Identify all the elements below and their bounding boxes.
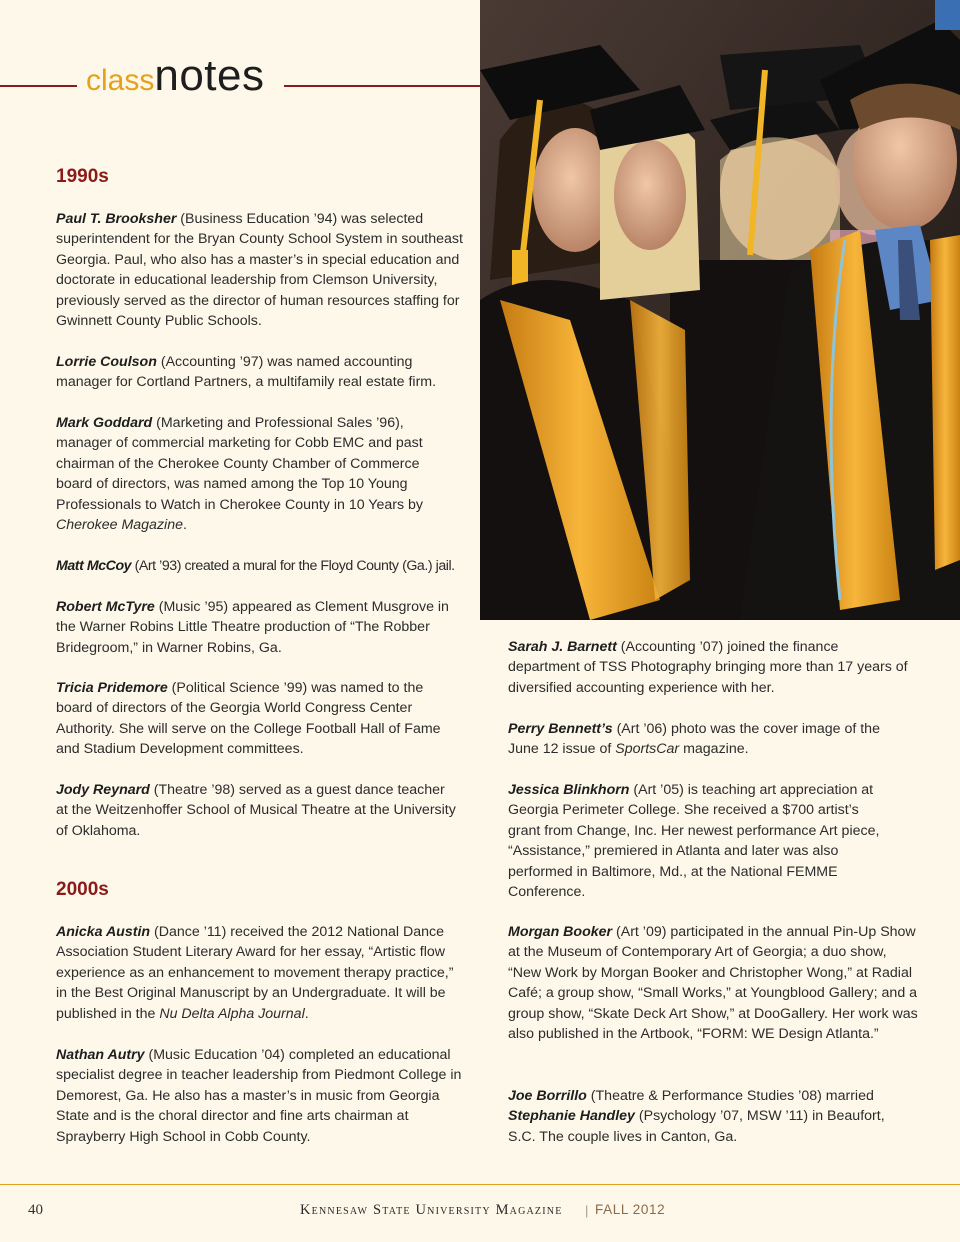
issue-label: FALL 2012 [595,1202,666,1217]
class-note-entry: Anicka Austin (Dance ’11) received the 2012 National Dance Association Student Literary Award for her essay, “Artistic flow experience as an enhancement to movement therapy practice,” in the Best Original Manuscript by an Undergraduate. It will be published in the Nu Delta Alpha Journal. [56,924,454,1022]
masthead-class: class [86,64,155,97]
alumni-name: Robert McTyre [56,599,155,615]
class-note-entry: Jessica Blinkhorn (Art ’05) is teaching art appreciation at Georgia Perimeter College. She received a $700 artist’s grant from Change, Inc. Her newest performance Art piece, “Assistance,” premiered in Atlanta and later was also performed in Baltimore, Md., at the National FEMME Conference. [508,782,880,901]
alumni-name: Tricia Pridemore [56,680,168,696]
class-note-entry: Matt McCoy (Art ’93) created a mural for the Floyd County (Ga.) jail. [56,558,455,574]
class-note-entry: Perry Bennett’s (Art ’06) photo was the cover image of the June 12 issue of SportsCar magazine. [508,721,880,758]
alumni-name: Morgan Booker [508,924,613,940]
footer-separator: | [585,1203,589,1218]
magazine-name: Kennesaw State University Magazine [300,1202,563,1218]
alumni-name: Matt McCoy [56,558,132,574]
section-heading-1990s: 1990s [56,166,109,187]
publication-title: Nu Delta Alpha Journal [159,1005,305,1022]
class-note-entry: Joe Borrillo (Theatre & Performance Studies ’08) married Stephanie Handley (Psychology ’07, MSW ’11) in Beaufort, S.C. The couple lives in Canton, Ga. [508,1088,885,1145]
masthead-rule-left [0,85,77,87]
alumni-name: Perry Bennett’s [508,721,613,737]
class-note-entry: Robert McTyre (Music ’95) appeared as Clement Musgrove in the Warner Robins Little Theatre production of “The Robber Bridegroom,” in Warner Robins, Ga. [56,599,449,656]
section-heading-2000s: 2000s [56,879,109,900]
alumni-name: Jody Reynard [56,782,150,798]
class-note-entry: Jody Reynard (Theatre ’98) served as a guest dance teacher at the Weitzenhoffer School of Musical Theatre at the University of Oklahoma. [56,782,456,839]
alumni-name: Stephanie Handley [508,1108,635,1125]
class-note-entry: Morgan Booker (Art ’09) participated in the annual Pin-Up Show at the Museum of Contemporary Art of Georgia; a duo show, “New Work by Morgan Booker and Christopher Wong,” at Radial Café; a group show, “Small Works,” at Youngblood Gallery; and a group show, “Skate Deck Art Show,” at DooGallery. Her work was also published in the Artbook, “FORM: WE Design Atlanta.” [508,924,918,1043]
class-note-entry: Nathan Autry (Music Education ’04) completed an educational specialist degree in teacher leadership from Piedmont College in Demorest, Ga. He also has a master’s in music from Georgia State and is the choral director and fine arts chairman at Sprayberry High School in Cobb County. [56,1047,462,1145]
alumni-name: Sarah J. Barnett [508,639,617,655]
page-number: 40 [28,1202,43,1218]
footer-rule [0,1184,960,1185]
alumni-name: Paul T. Brooksher [56,211,177,227]
alumni-name: Anicka Austin [56,924,151,940]
masthead-rule-right [284,85,480,87]
class-note-entry: Tricia Pridemore (Political Science ’99) was named to the board of directors of the Georgia World Congress Center Authority. She will serve on the College Football Hall of Fame and Stadium Development committees. [56,680,441,758]
class-note-entry: Paul T. Brooksher (Business Education ’94) was selected superintendent for the Bryan County School System in southeast Georgia. Paul, who also has a master’s in special education and doctorate in educational leadership from Clemson University, previously served as the director of human resources staffing for Gwinnett County Public Schools. [56,211,463,330]
alumni-name: Joe Borrillo [508,1088,587,1104]
alumni-name: Mark Goddard [56,415,153,431]
graduation-photo [480,0,960,620]
class-note-entry: Lorrie Coulson (Accounting ’97) was named accounting manager for Cortland Partners, a multifamily real estate firm. [56,354,437,391]
class-note-entry: Sarah J. Barnett (Accounting ’07) joined the finance department of TSS Photography bringing more than 17 years of diversified accounting experience with her. [508,639,908,696]
publication-title: SportsCar [615,741,680,758]
alumni-name: Lorrie Coulson [56,354,157,370]
alumni-name: Nathan Autry [56,1047,145,1063]
masthead-notes: notes [154,51,265,100]
class-note-entry: Mark Goddard (Marketing and Professional Sales ’96), manager of commercial marketing for Cobb EMC and past chairman of the Cherokee County Chamber of Commerce board of directors, was named among the Top 10 Young Professionals to Watch in Cherokee County in 10 Years by Cherokee Magazine. [56,415,423,534]
publication-title: Cherokee Magazine [56,517,183,534]
masthead-title [86,51,265,100]
alumni-name: Jessica Blinkhorn [508,782,630,798]
